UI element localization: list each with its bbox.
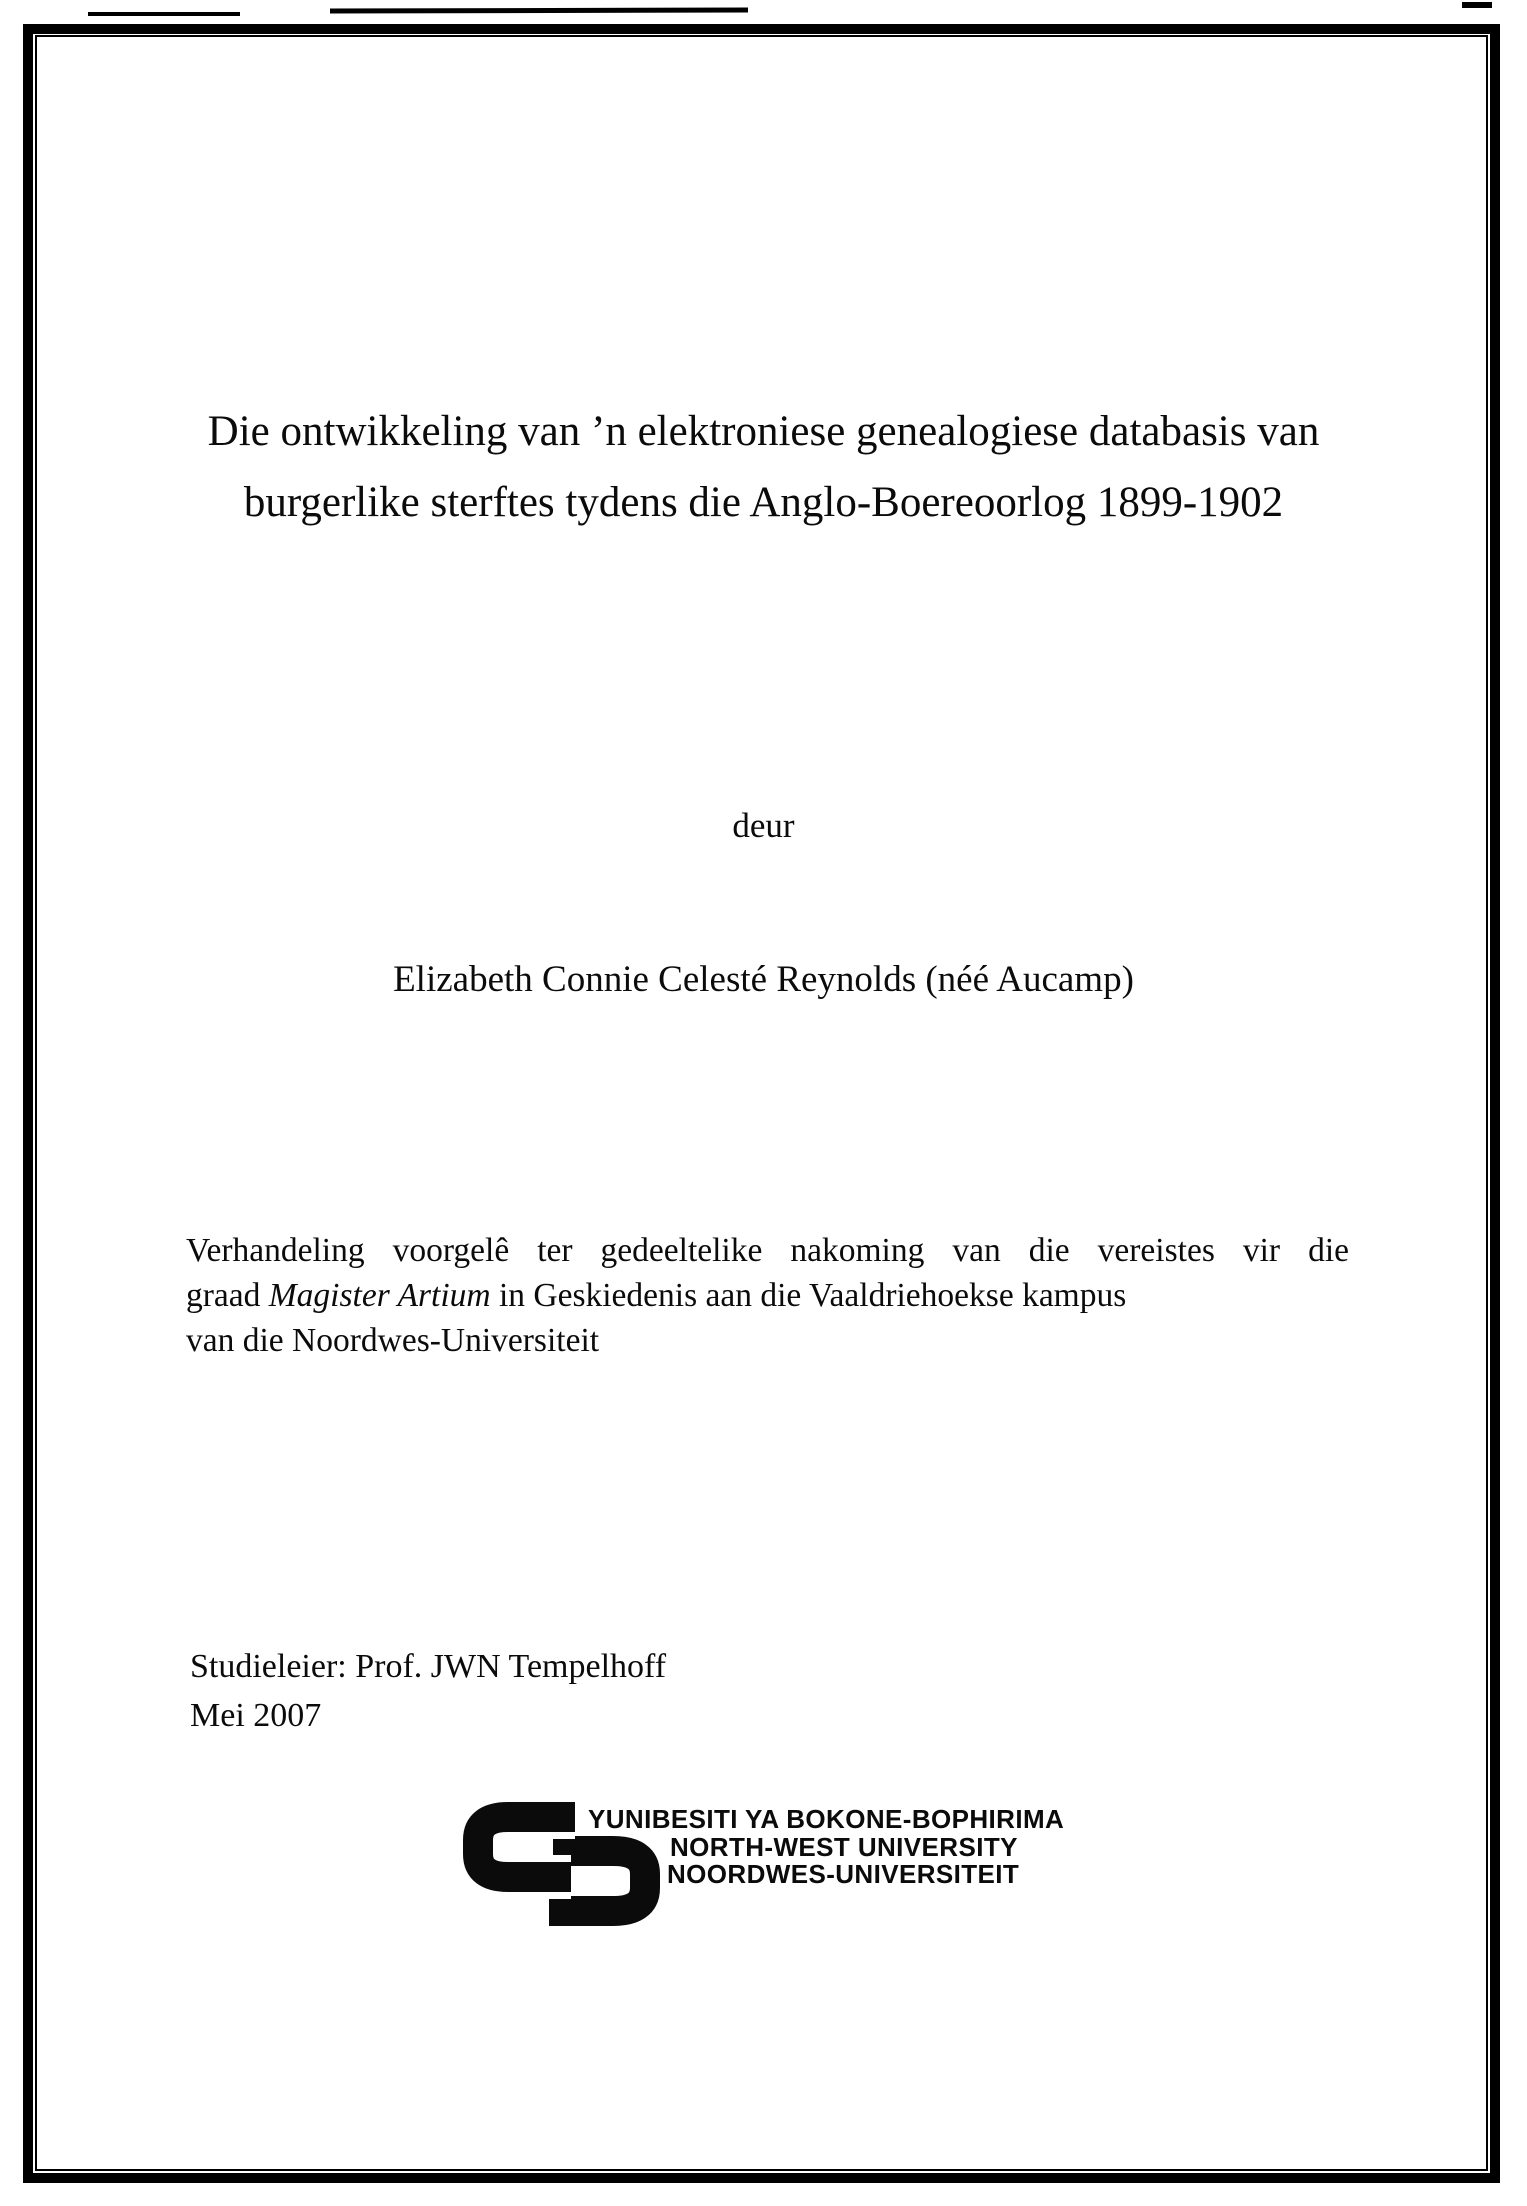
declaration-line2 (186, 1273, 1349, 1318)
declaration-line2-post: in Geskiedenis aan die Vaaldriehoekse kampus (490, 1277, 1127, 1314)
declaration-line1: Verhandeling voorgelê ter gedeeltelike nakoming van die vereistes vir die (186, 1232, 1349, 1269)
thesis-title (120, 396, 1407, 538)
declaration-line2-pre: graad (186, 1277, 269, 1314)
degree-name-italic: Magister Artium (268, 1277, 491, 1314)
scan-artifact (1462, 2, 1492, 8)
date-line: Mei 2007 (190, 1697, 322, 1734)
degree-declaration (186, 1228, 1349, 1363)
scan-artifact (330, 7, 748, 13)
logo-text-english: NORTH-WEST UNIVERSITY (670, 1832, 1018, 1862)
thesis-title-line1: Die ontwikkeling van ’n elektroniese genealogiese databasis van (207, 408, 1320, 455)
supervisor-line: Studieleier: Prof. JWN Tempelhoff (190, 1648, 667, 1685)
thesis-title-line2: burgerlike sterftes tydens die Anglo-Boereoorlog 1899-1902 (243, 479, 1284, 526)
logo-text-afrikaans: NOORDWES-UNIVERSITEIT (667, 1859, 1020, 1889)
author-name: Elizabeth Connie Celesté Reynolds (néé Aucamp) (393, 959, 1134, 1000)
page-border-inner (35, 35, 1488, 2171)
declaration-line3: van die Noordwes-Universiteit (186, 1322, 600, 1359)
logo-text-setswana: YUNIBESITI YA BOKONE-BOPHIRIMA (588, 1804, 1065, 1834)
supervisor-block (190, 1642, 666, 1740)
scan-artifact (88, 12, 240, 16)
byline-deur: deur (732, 806, 795, 845)
